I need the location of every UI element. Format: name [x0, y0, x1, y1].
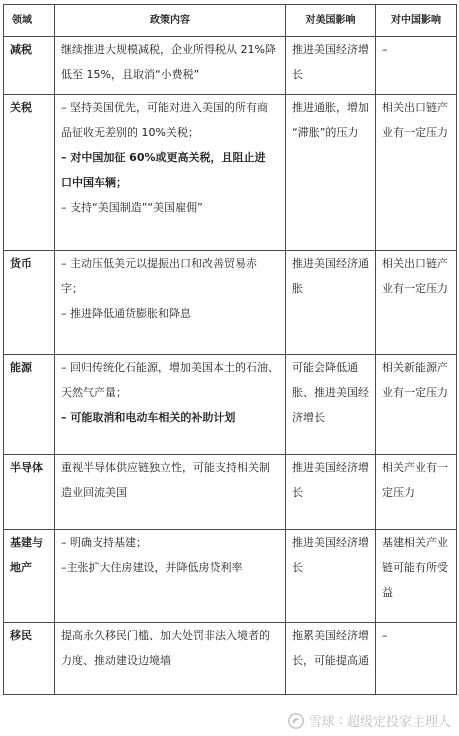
table-row	[4, 530, 457, 623]
cell-cn-impact	[376, 251, 457, 355]
cn-impact-line: 益	[382, 586, 393, 599]
us-impact-line: 推进通胀，增加	[292, 101, 369, 114]
cell-us-impact	[286, 623, 376, 695]
cn-impact-line: 业有一定压力	[382, 126, 448, 139]
us-impact-line: 推进美国经济增	[292, 536, 369, 549]
us-impact-line: 长	[292, 561, 303, 574]
header-cn-impact: 对中国影响	[376, 5, 457, 37]
cell-cn-impact	[376, 455, 457, 530]
snowball-logo-icon	[287, 712, 305, 730]
policy-table	[3, 4, 457, 695]
table-row	[4, 37, 457, 95]
policy-line: – 主动压低美元以提振出口和改善贸易赤	[61, 257, 257, 270]
watermark-separator: :	[338, 713, 343, 728]
cn-impact-line: 业有一定压力	[382, 386, 448, 399]
cell-policy-content	[55, 455, 286, 530]
header-area: 领域	[4, 5, 55, 37]
cell-us-impact	[286, 530, 376, 623]
cell-policy-content	[55, 95, 286, 251]
cell-policy-content	[55, 530, 286, 623]
cell-cn-impact	[376, 530, 457, 623]
cell-area: 减税	[4, 37, 55, 95]
policy-line: 品征收无差别的 10%关税；	[61, 126, 199, 139]
cn-impact-line: –	[382, 43, 388, 56]
header-us-impact: 对美国影响	[286, 5, 376, 37]
us-impact-line: 可能会降低通	[292, 361, 358, 374]
us-impact-line: 拖累美国经济增	[292, 629, 369, 642]
cn-impact-line: 相关新能源产	[382, 361, 448, 374]
cell-policy-content	[55, 251, 286, 355]
table-row	[4, 251, 457, 355]
policy-line: 重视半导体供应链独立性，可能支持相关制	[61, 461, 270, 474]
watermark-author: 超级定投家主理人	[346, 715, 451, 730]
policy-line: 口中国车辆；	[61, 176, 127, 189]
cell-policy-content	[55, 623, 286, 695]
policy-line: –主张扩大住房建设，并降低房贷利率	[61, 561, 243, 574]
cn-impact-line: 业有一定压力	[382, 282, 448, 295]
table-row	[4, 355, 457, 455]
policy-line: – 坚持美国优先，可能对进入美国的所有商	[61, 101, 268, 114]
policy-line: – 推进降低通货膨胀和降息	[61, 307, 191, 320]
cell-us-impact	[286, 37, 376, 95]
us-impact-line: 推进美国经济通	[292, 257, 369, 270]
us-impact-line: 长	[292, 486, 303, 499]
policy-line: 提高永久移民门槛、加大处罚非法入境者的	[61, 629, 270, 642]
watermark	[287, 711, 451, 730]
cell-cn-impact	[376, 623, 457, 695]
area-line: 地产	[10, 561, 32, 574]
table-row	[4, 455, 457, 530]
area-line: 基建与	[10, 536, 43, 549]
cn-impact-line: 相关出口链产	[382, 257, 448, 270]
cell-area: 关税	[4, 95, 55, 251]
policy-line: 力度、推动建设边境墙	[61, 654, 171, 667]
policy-line: – 对中国加征 60%或更高关税，且阻止进	[61, 151, 266, 164]
policy-line: 造业回流美国	[61, 486, 127, 499]
us-impact-line: 长	[292, 68, 303, 81]
cell-area: 半导体	[4, 455, 55, 530]
table-header-row	[4, 5, 457, 37]
cell-us-impact	[286, 251, 376, 355]
cell-cn-impact	[376, 355, 457, 455]
cell-area: 移民	[4, 623, 55, 695]
us-impact-line: 推进美国经济增	[292, 43, 369, 56]
us-impact-line: 推进美国经济增	[292, 461, 369, 474]
cell-area: 货币	[4, 251, 55, 355]
us-impact-line: 胀、推进美国经	[292, 386, 369, 399]
policy-line: – 支持“美国制造”“美国雇佣”	[61, 201, 203, 214]
policy-line: – 明确支持基建；	[61, 536, 147, 549]
policy-line: 低至 15%，且取消“小费税”	[61, 68, 200, 81]
table-row	[4, 623, 457, 695]
cn-impact-line: 相关出口链产	[382, 101, 448, 114]
us-impact-line: 长，可能提高通	[292, 654, 369, 667]
policy-line: 字；	[61, 282, 83, 295]
cell-cn-impact	[376, 37, 457, 95]
cn-impact-line: 基建相关产业	[382, 536, 448, 549]
watermark-brand: 雪球	[308, 715, 335, 730]
policy-line: – 可能取消和电动车相关的补助计划	[61, 411, 236, 424]
cn-impact-line: –	[382, 629, 388, 642]
policy-line: – 回归传统化石能源，增加美国本土的石油、	[61, 361, 279, 374]
cell-us-impact	[286, 355, 376, 455]
cell-us-impact	[286, 95, 376, 251]
header-content: 政策内容	[55, 5, 286, 37]
us-impact-line: “滞胀”的压力	[292, 126, 359, 139]
cell-us-impact	[286, 455, 376, 530]
policy-line: 继续推进大规模减税，企业所得税从 21%降	[61, 43, 276, 56]
cell-policy-content	[55, 355, 286, 455]
table-row	[4, 95, 457, 251]
table-body	[4, 37, 457, 695]
us-impact-line: 济增长	[292, 411, 325, 424]
cn-impact-line: 链可能有所受	[382, 561, 448, 574]
cn-impact-line: 相关产业有一	[382, 461, 448, 474]
cn-impact-line: 定压力	[382, 486, 415, 499]
us-impact-line: 胀	[292, 282, 303, 295]
cell-policy-content	[55, 37, 286, 95]
cell-area: 能源	[4, 355, 55, 455]
policy-line: 天然气产量；	[61, 386, 127, 399]
cell-area	[4, 530, 55, 623]
cell-cn-impact	[376, 95, 457, 251]
